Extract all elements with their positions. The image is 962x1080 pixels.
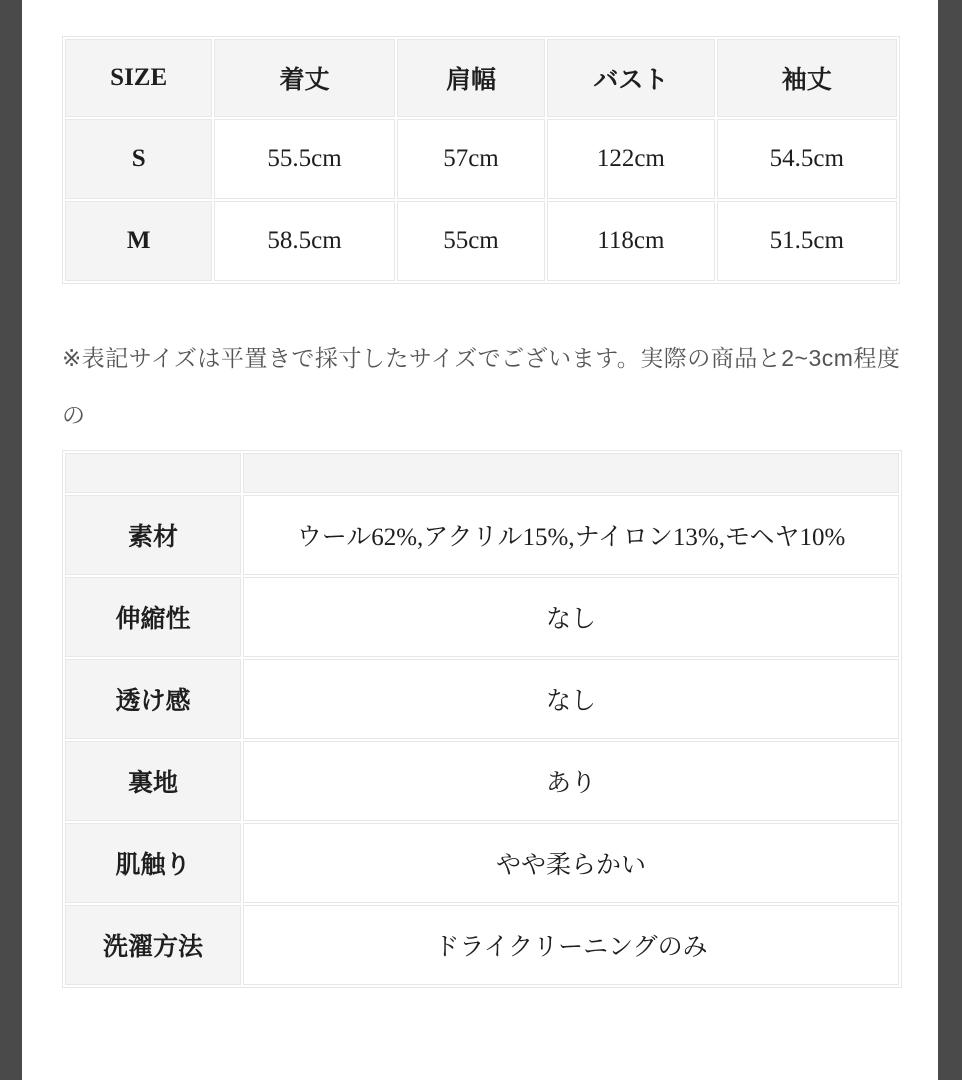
size-label-cell: S [65,119,212,199]
size-header-length: 着丈 [214,39,394,117]
size-note-line-1: ※表記サイズは平置きで採寸したサイズでございます。実際の商品と2~3cm程度の [62,345,901,428]
spec-value-cell: あり [243,741,899,821]
spec-table-header-row [65,453,899,493]
spec-value-cell: やや柔らかい [243,823,899,903]
spec-label-cell: 裏地 [65,741,241,821]
spec-label-cell: 透け感 [65,659,241,739]
spec-label-cell: 伸縮性 [65,577,241,657]
spec-value-cell: ドライクリーニングのみ [243,905,899,985]
size-value-cell: 57cm [397,119,545,199]
size-table-header-row [65,39,897,117]
size-value-cell: 55cm [397,201,545,281]
size-header-sleeve: 袖丈 [717,39,897,117]
size-header-bust: バスト [547,39,714,117]
size-table-row-m [65,201,897,281]
spec-label-cell: 洗濯方法 [65,905,241,985]
right-edge-bar [938,0,962,1080]
spec-row-sheerness [65,659,899,739]
size-header-shoulder: 肩幅 [397,39,545,117]
spec-table [62,450,902,988]
spec-value-cell: なし [243,659,899,739]
size-header-size: SIZE [65,39,212,117]
spec-row-material [65,495,899,575]
size-value-cell: 58.5cm [214,201,394,281]
left-edge-bar [0,0,22,1080]
size-table-row-s [65,119,897,199]
spec-value-cell: ウール62%,アクリル15%,ナイロン13%,モヘヤ10% [243,495,899,575]
spec-row-lining [65,741,899,821]
size-value-cell: 55.5cm [214,119,394,199]
size-value-cell: 118cm [547,201,714,281]
spec-header-empty-label [65,453,241,493]
size-value-cell: 51.5cm [717,201,897,281]
size-value-cell: 122cm [547,119,714,199]
spec-row-stretch [65,577,899,657]
spec-row-texture [65,823,899,903]
size-table [62,36,900,284]
spec-label-cell: 素材 [65,495,241,575]
spec-row-washing [65,905,899,985]
size-label-cell: M [65,201,212,281]
size-value-cell: 54.5cm [717,119,897,199]
spec-value-cell: なし [243,577,899,657]
spec-label-cell: 肌触り [65,823,241,903]
spec-header-empty-value [243,453,899,493]
